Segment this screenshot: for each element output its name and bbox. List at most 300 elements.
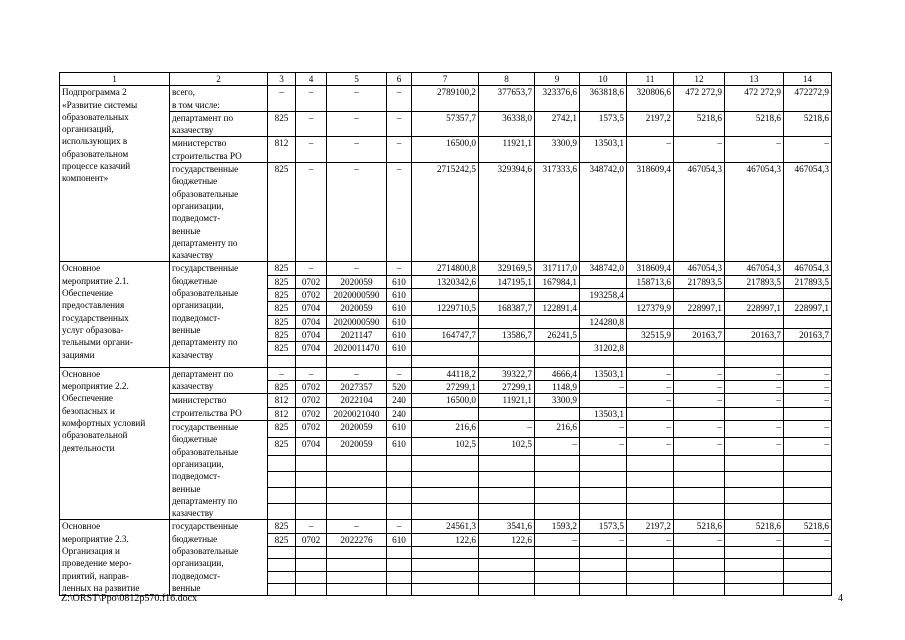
table-cell: 812	[268, 137, 296, 163]
table-cell	[479, 504, 535, 520]
measure-title-line: Обеспечение	[62, 288, 113, 299]
table-cell: –	[784, 533, 832, 546]
table-cell: 610	[387, 275, 412, 288]
measure-title-line: Организация и	[62, 545, 120, 556]
table-cell	[535, 504, 580, 520]
table-row	[60, 421, 832, 438]
executor-line: организации,	[172, 200, 224, 211]
table-cell	[627, 559, 674, 571]
table-cell	[725, 355, 784, 367]
table-cell: 825	[268, 438, 296, 455]
table-cell	[627, 571, 674, 583]
table-cell	[268, 455, 296, 471]
table-cell	[580, 275, 627, 288]
table-cell	[674, 583, 725, 595]
table-cell: –	[784, 438, 832, 455]
table-cell	[387, 504, 412, 520]
table-cell	[627, 488, 674, 504]
table-cell: 825	[268, 262, 296, 275]
table-cell	[327, 583, 387, 595]
table-cell: 2197,2	[627, 520, 674, 533]
table-cell: 2020059	[327, 421, 387, 438]
table-cell	[327, 559, 387, 571]
table-cell: –	[674, 421, 725, 438]
executor-line: департамент по	[172, 368, 234, 379]
table-cell: 2742,1	[535, 111, 580, 137]
table-cell: 0704	[296, 328, 327, 341]
table-cell: 5218,6	[674, 520, 725, 533]
table-cell: 127379,9	[627, 302, 674, 315]
table-cell	[535, 289, 580, 302]
table-cell: –	[327, 137, 387, 163]
table-cell	[296, 355, 327, 367]
table-cell: 31202,8	[580, 342, 627, 355]
column-number: 14	[784, 73, 832, 86]
table-cell	[535, 471, 580, 487]
table-cell: 2020059	[327, 275, 387, 288]
executor-line: департаменту по	[172, 237, 238, 248]
table-row	[60, 262, 832, 275]
measure-title-line: безопасных и	[62, 405, 115, 416]
executor-line: бюджетные	[172, 533, 218, 544]
table-cell	[784, 583, 832, 595]
table-cell: 825	[268, 342, 296, 355]
measure-title-line: государственных	[62, 312, 129, 323]
table-cell	[387, 471, 412, 487]
table-cell: 217893,5	[725, 275, 784, 288]
table-cell: 11921,1	[479, 394, 535, 407]
table-cell	[479, 546, 535, 558]
table-cell	[725, 546, 784, 558]
table-cell	[674, 315, 725, 328]
executor-line: министерство	[172, 138, 227, 149]
table-cell	[296, 471, 327, 487]
table-cell	[535, 342, 580, 355]
table-cell	[412, 559, 479, 571]
table-cell	[296, 546, 327, 558]
table-cell	[412, 488, 479, 504]
table-cell: –	[296, 137, 327, 163]
table-cell: 1573,5	[580, 111, 627, 137]
table-cell	[412, 455, 479, 471]
table-cell: 825	[268, 520, 296, 533]
executor-line: казачеству	[172, 250, 214, 261]
measure-title-line: Основное	[62, 521, 101, 532]
table-cell	[627, 583, 674, 595]
table-cell	[535, 488, 580, 504]
table-cell	[627, 546, 674, 558]
table-cell: 217893,5	[674, 275, 725, 288]
table-cell: –	[580, 533, 627, 546]
table-cell: 5218,6	[784, 520, 832, 533]
table-cell: –	[725, 394, 784, 407]
table-cell	[268, 571, 296, 583]
table-cell	[535, 559, 580, 571]
measure-title-line: мероприятие 2.1.	[62, 275, 129, 286]
table-cell: 228997,1	[784, 302, 832, 315]
table-cell: 323376,6	[535, 86, 580, 112]
table-cell: –	[296, 520, 327, 533]
table-cell: –	[674, 367, 725, 380]
table-cell: 467054,3	[674, 163, 725, 262]
table-cell: –	[296, 367, 327, 380]
table-cell: –	[387, 137, 412, 163]
executor-line: всего,	[172, 87, 195, 98]
table-cell: 122891,4	[535, 302, 580, 315]
table-cell: 0704	[296, 342, 327, 355]
table-cell	[479, 407, 535, 420]
footer-file-path: Z:\ORST\Ppo\0812p570.f16.docx	[61, 593, 198, 604]
table-cell	[580, 583, 627, 595]
table-cell	[725, 455, 784, 471]
table-cell: –	[387, 163, 412, 262]
executor-line: государственные	[172, 263, 239, 274]
table-cell	[268, 471, 296, 487]
table-cell	[725, 471, 784, 487]
table-cell: 0704	[296, 438, 327, 455]
column-number: 8	[479, 73, 535, 86]
table-cell	[296, 504, 327, 520]
table-cell	[327, 504, 387, 520]
table-cell: 0702	[296, 275, 327, 288]
header-row	[60, 73, 832, 86]
table-cell: 825	[268, 275, 296, 288]
table-cell: 472 272,9	[725, 86, 784, 112]
table-cell: 825	[268, 163, 296, 262]
table-cell: 20163,7	[784, 328, 832, 341]
table-cell	[627, 289, 674, 302]
table-cell: 610	[387, 342, 412, 355]
table-cell	[580, 471, 627, 487]
table-cell	[535, 455, 580, 471]
table-cell: 812	[268, 407, 296, 420]
table-cell	[412, 504, 479, 520]
table-cell	[580, 559, 627, 571]
table-cell	[387, 355, 412, 367]
table-cell	[674, 571, 725, 583]
table-cell	[296, 488, 327, 504]
table-cell: –	[296, 163, 327, 262]
table-cell	[627, 355, 674, 367]
table-cell: 13586,7	[479, 328, 535, 341]
table-cell: 2714800,8	[412, 262, 479, 275]
executor-line: казачеству	[172, 125, 214, 136]
measure-title-line: Основное	[62, 263, 101, 274]
table-cell: 0704	[296, 315, 327, 328]
table-cell: 825	[268, 289, 296, 302]
table-cell: 5218,6	[725, 520, 784, 533]
table-cell: 4666,4	[535, 367, 580, 380]
table-cell	[535, 546, 580, 558]
table-cell: –	[535, 438, 580, 455]
table-cell	[627, 471, 674, 487]
table-cell: 610	[387, 289, 412, 302]
table-cell: –	[784, 421, 832, 438]
program-title-line: организаций,	[62, 124, 114, 135]
table-cell	[580, 328, 627, 341]
table-cell: –	[627, 381, 674, 394]
table-cell: 217893,5	[784, 275, 832, 288]
table-cell: 377653,7	[479, 86, 535, 112]
table-cell: 329169,5	[479, 262, 535, 275]
program-title-line: Подпрограмма 2	[62, 87, 127, 98]
table-cell: 610	[387, 533, 412, 546]
column-number: 11	[627, 73, 674, 86]
column-number: 4	[296, 73, 327, 86]
table-cell	[725, 559, 784, 571]
table-cell: –	[784, 394, 832, 407]
column-number: 3	[268, 73, 296, 86]
table-cell	[674, 407, 725, 420]
table-cell: 44118,2	[412, 367, 479, 380]
table-cell	[580, 571, 627, 583]
table-cell: –	[627, 394, 674, 407]
executor-line: казачеству	[172, 508, 214, 519]
table-cell: 2020059	[327, 438, 387, 455]
table-cell	[479, 315, 535, 328]
table-cell: 193258,4	[580, 289, 627, 302]
table-cell: 124280,8	[580, 315, 627, 328]
table-cell	[479, 471, 535, 487]
table-cell: 13503,1	[580, 407, 627, 420]
executor-line: департаменту по	[172, 337, 238, 348]
table-cell	[784, 471, 832, 487]
table-cell	[674, 559, 725, 571]
table-cell: –	[725, 438, 784, 455]
table-cell: –	[627, 421, 674, 438]
table-cell	[268, 583, 296, 595]
table-cell: 2022104	[327, 394, 387, 407]
table-cell	[674, 355, 725, 367]
table-cell	[725, 289, 784, 302]
table-cell	[784, 289, 832, 302]
executor-line: строительства РО	[172, 150, 242, 161]
executor-line: венные	[172, 225, 201, 236]
table-cell: –	[327, 86, 387, 112]
table-cell: –	[296, 111, 327, 137]
table-cell: 20163,7	[725, 328, 784, 341]
measure-title-line: деятельности	[62, 442, 115, 453]
table-row	[60, 394, 832, 407]
table-cell	[412, 355, 479, 367]
executor-line: государственные	[172, 164, 239, 175]
executor-line: образовательные	[172, 545, 239, 556]
table-cell	[327, 355, 387, 367]
table-cell	[296, 455, 327, 471]
table-cell	[479, 571, 535, 583]
measure-title-line: предоставления	[62, 300, 125, 311]
table-cell	[580, 488, 627, 504]
table-cell: –	[627, 533, 674, 546]
table-cell: 16500,0	[412, 137, 479, 163]
executor-line: подведомст-	[172, 570, 221, 581]
table-cell	[327, 546, 387, 558]
table-cell: 228997,1	[725, 302, 784, 315]
table-cell	[387, 546, 412, 558]
table-cell	[784, 342, 832, 355]
executor-line: казачеству	[172, 381, 214, 392]
table-cell: 2789100,2	[412, 86, 479, 112]
table-cell	[674, 455, 725, 471]
table-cell: 610	[387, 302, 412, 315]
table-cell: 320806,6	[627, 86, 674, 112]
measure-title-line: образовательной	[62, 430, 128, 441]
table-cell	[268, 488, 296, 504]
table-cell: 2021147	[327, 328, 387, 341]
program-title-line: образовательном	[62, 148, 129, 159]
table-cell: –	[674, 533, 725, 546]
executor-line: подведомст-	[172, 312, 221, 323]
table-cell	[725, 407, 784, 420]
table-cell: 0702	[296, 394, 327, 407]
executor-line: венные	[172, 324, 201, 335]
table-cell: 3300,9	[535, 137, 580, 163]
table-cell: –	[387, 367, 412, 380]
table-cell	[627, 504, 674, 520]
table-cell: 164747,7	[412, 328, 479, 341]
table-cell: –	[327, 520, 387, 533]
table-cell: 11921,1	[479, 137, 535, 163]
executor-line: строительства РО	[172, 407, 242, 418]
table-cell: 467054,3	[725, 163, 784, 262]
table-cell: 0702	[296, 381, 327, 394]
table-cell: 825	[268, 328, 296, 341]
measure-title	[60, 367, 170, 520]
table-cell: 36338,0	[479, 111, 535, 137]
table-cell: 122,6	[479, 533, 535, 546]
table-cell: 1320342,6	[412, 275, 479, 288]
table-cell	[327, 471, 387, 487]
table-cell	[296, 559, 327, 571]
budget-table	[59, 72, 832, 596]
table-cell	[725, 504, 784, 520]
executor-line: подведомст-	[172, 213, 221, 224]
table-cell	[627, 407, 674, 420]
table-cell: –	[784, 381, 832, 394]
executor-line: департаменту по	[172, 495, 238, 506]
table-cell: 158713,6	[627, 275, 674, 288]
table-cell: 467054,3	[784, 262, 832, 275]
table-cell	[327, 571, 387, 583]
table-cell	[327, 488, 387, 504]
column-number: 2	[170, 73, 268, 86]
table-cell	[479, 583, 535, 595]
table-cell: –	[674, 394, 725, 407]
table-cell	[725, 315, 784, 328]
table-cell: 26241,5	[535, 328, 580, 341]
table-cell	[479, 559, 535, 571]
table-cell: 0704	[296, 302, 327, 315]
table-cell: –	[784, 367, 832, 380]
table-cell: 2197,2	[627, 111, 674, 137]
measure-title-line: зациями	[62, 349, 95, 360]
executor-line: венные	[172, 483, 201, 494]
table-cell	[580, 355, 627, 367]
table-cell: –	[627, 438, 674, 455]
table-cell: 13503,1	[580, 137, 627, 163]
table-cell: 825	[268, 381, 296, 394]
measure-title-line: услуг образова-	[62, 324, 124, 335]
table-cell: 825	[268, 111, 296, 137]
table-cell	[535, 407, 580, 420]
column-number: 5	[327, 73, 387, 86]
executor-line: казачеству	[172, 349, 214, 360]
table-cell: 2715242,5	[412, 163, 479, 262]
table-cell	[725, 571, 784, 583]
footer-page-number: 4	[838, 593, 843, 604]
table-cell	[725, 488, 784, 504]
table-cell	[674, 546, 725, 558]
table-cell	[387, 571, 412, 583]
table-cell: –	[387, 111, 412, 137]
table-cell: –	[479, 421, 535, 438]
executor-line: образовательные	[172, 288, 239, 299]
measure-title-line: мероприятие 2.3.	[62, 533, 129, 544]
executor-cell	[170, 111, 268, 137]
table-cell: 16500,0	[412, 394, 479, 407]
table-cell: –	[296, 262, 327, 275]
executor-cell	[170, 262, 268, 367]
column-number: 13	[725, 73, 784, 86]
table-cell	[387, 583, 412, 595]
table-cell	[784, 407, 832, 420]
table-cell: 102,5	[479, 438, 535, 455]
table-cell	[412, 342, 479, 355]
executor-line: организации,	[172, 558, 224, 569]
table-cell: 317333,6	[535, 163, 580, 262]
table-cell: 167984,1	[535, 275, 580, 288]
program-title	[60, 86, 170, 262]
table-cell	[784, 504, 832, 520]
executor-line: подведомст-	[172, 471, 221, 482]
table-cell	[580, 546, 627, 558]
table-cell: –	[327, 367, 387, 380]
table-cell: –	[580, 438, 627, 455]
table-cell: –	[580, 421, 627, 438]
table-cell	[580, 394, 627, 407]
table-cell: –	[725, 421, 784, 438]
table-cell: –	[674, 381, 725, 394]
table-cell: –	[387, 262, 412, 275]
table-cell	[479, 342, 535, 355]
table-cell	[412, 315, 479, 328]
table-cell: –	[327, 111, 387, 137]
table-cell: 610	[387, 438, 412, 455]
table-cell	[784, 455, 832, 471]
column-number: 6	[387, 73, 412, 86]
program-title-line: процессе казачий	[62, 161, 131, 172]
measure-title-line: Основное	[62, 368, 101, 379]
table-cell	[627, 455, 674, 471]
measure-title-line: комфортных условий	[62, 418, 146, 429]
table-cell: 363818,6	[580, 86, 627, 112]
measure-title	[60, 520, 170, 596]
table-cell	[296, 571, 327, 583]
table-cell: 2020021040	[327, 407, 387, 420]
table-cell: 0702	[296, 533, 327, 546]
table-cell: –	[725, 381, 784, 394]
table-cell: 610	[387, 421, 412, 438]
table-cell: 32515,9	[627, 328, 674, 341]
executor-line: государственные	[172, 521, 239, 532]
table-cell: 24561,3	[412, 520, 479, 533]
table-cell: 329394,6	[479, 163, 535, 262]
table-cell: 39322,7	[479, 367, 535, 380]
table-cell: 57357,7	[412, 111, 479, 137]
executor-cell	[170, 86, 268, 112]
table-cell: 825	[268, 421, 296, 438]
table-cell	[674, 488, 725, 504]
